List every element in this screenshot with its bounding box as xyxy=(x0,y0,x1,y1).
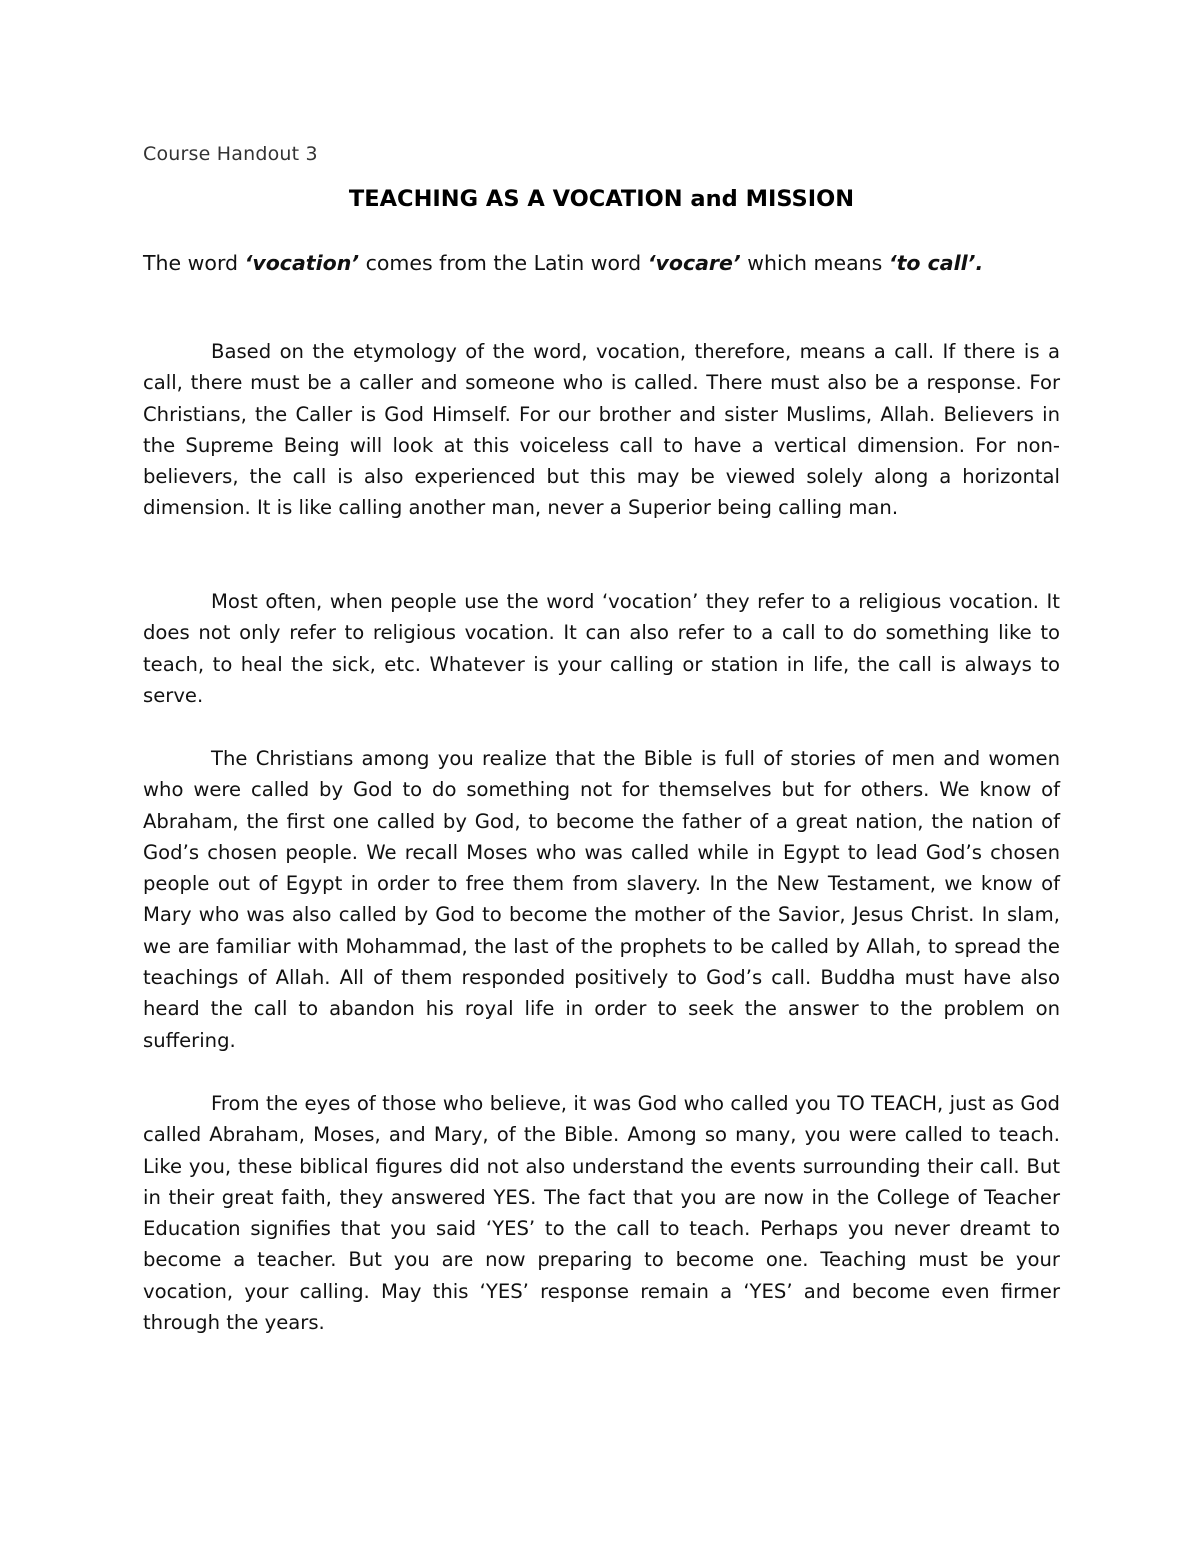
paragraph-etymology: Based on the etymology of the word, vocation, therefore, means a call. If there is a call, there must be a caller and someone who is called. There must also be a response. For Christians, the Caller is God Himself. For our brother and sister Muslims, Allah. Believers in the Supreme Being will look at this voiceless call to have a vertical dimension. For non-believers, the call is also experienced but this may be viewed solely along a horizontal dimension. It is like calling another man, never a Superior being calling man. xyxy=(143,340,1060,520)
paragraph-called-to-teach: From the eyes of those who believe, it was God who called you TO TEACH, just as God called Abraham, Moses, and Mary, of the Bible. Among so many, you were called to teach. Like you, these biblical figures did not also understand the events surrounding their call. But in their great faith, they answered YES. The fact that you are now in the College of Teacher Education signifies that you said ‘YES’ to the call to teach. Perhaps you never dreamt to become a teacher. But you are now preparing to become one. Teaching must be your vocation, your calling. May this ‘YES’ response remain a ‘YES’ and become even firmer through the years. xyxy=(143,1092,1060,1335)
intro-text-1: The word xyxy=(143,251,245,275)
term-vocation: ‘vocation’ xyxy=(244,251,360,275)
paragraph-called-figures: The Christians among you realize that the Bible is full of stories of men and women who were called by God to do something not for themselves but for others. We know of Abraham, the first one called by God, to become the father of a great nation, the nation of God’s chosen people. We recall Moses who was called while in Egypt to lead God’s chosen people out of Egypt in order to free them from slavery. In the New Testament, we know of Mary who was also called by God to become the mother of the Savior, Jesus Christ. In slam, we are familiar with Mohammad, the last of the prophets to be called by Allah, to spread the teachings of Allah. All of them responded positively to God’s call. Buddha must have also heard the call to abandon his royal life in order to seek the answer to the problem on suffering. xyxy=(143,747,1060,1052)
paragraph-religious-vocation: Most often, when people use the word ‘vocation’ they refer to a religious vocation. It does not only refer to religious vocation. It can also refer to a call to do something like to teach, to heal the sick, etc. Whatever is your calling or station in life, the call is always to serve. xyxy=(143,590,1060,707)
term-to-call: ‘to call’. xyxy=(888,251,984,275)
intro-sentence xyxy=(143,251,1060,275)
intro-text-2: comes from the Latin word xyxy=(359,251,648,275)
document-title: TEACHING AS A VOCATION and MISSION xyxy=(348,186,855,212)
intro-text-3: which means xyxy=(740,251,889,275)
handout-label: Course Handout 3 xyxy=(143,143,318,165)
term-vocare: ‘vocare’ xyxy=(647,251,741,275)
